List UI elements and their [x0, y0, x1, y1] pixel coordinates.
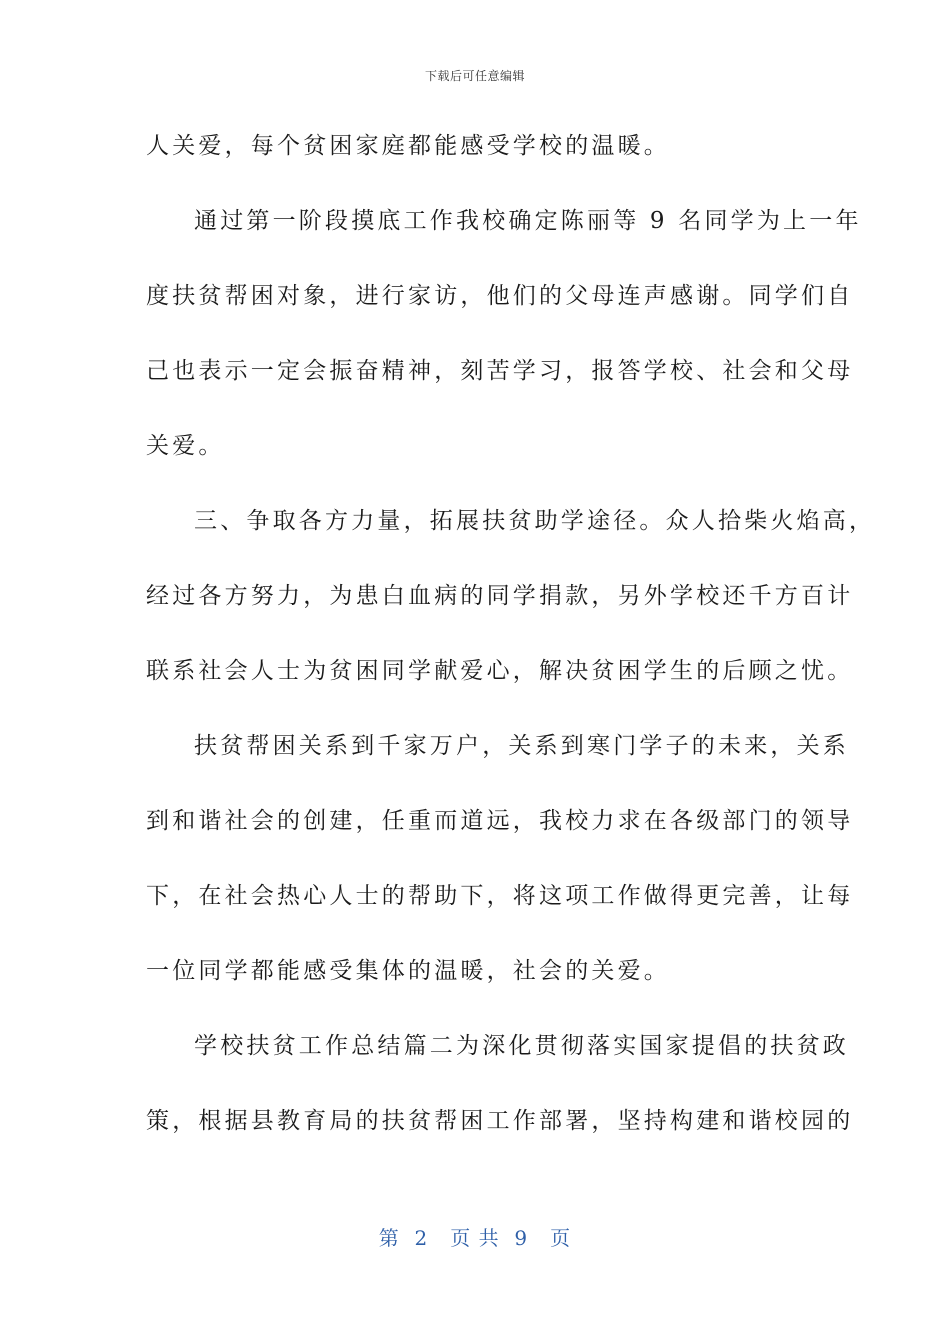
text-line: 关爱。 [146, 433, 225, 459]
text-line: 到和谐社会的创建，任重而道远，我校力求在各级部门的领导 [146, 808, 854, 834]
text-line: 学校扶贫工作总结篇二为深化贯彻落实国家提倡的扶贫政 [194, 1033, 849, 1059]
text-line: 己也表示一定会振奋精神，刻苦学习，报答学校、社会和父母 [146, 358, 854, 384]
text-line: 三、争取各方力量，拓展扶贫助学途径。众人拾柴火焰高， [194, 508, 876, 534]
text-line: 通过第一阶段摸底工作我校确定陈丽等 9 名同学为上一年 [194, 208, 862, 234]
text-line: 人关爱，每个贫困家庭都能感受学校的温暖。 [146, 133, 670, 159]
document-body [146, 121, 876, 1171]
text-line: 联系社会人士为贫困同学献爱心，解决贫困学生的后顾之忧。 [146, 658, 854, 684]
text-line: 扶贫帮困关系到千家万户，关系到寒门学子的未来，关系 [194, 733, 849, 759]
text-line: 策，根据县教育局的扶贫帮困工作部署，坚持构建和谐校园的 [146, 1108, 854, 1134]
page-number-footer: 第 2 页 共 9 页 [378, 1226, 572, 1250]
text-line: 度扶贫帮困对象，进行家访，他们的父母连声感谢。同学们自 [146, 283, 854, 309]
text-line: 一位同学都能感受集体的温暖，社会的关爱。 [146, 958, 670, 984]
text-line: 下，在社会热心人士的帮助下，将这项工作做得更完善，让每 [146, 883, 854, 909]
text-line: 经过各方努力，为患白血病的同学捐款，另外学校还千方百计 [146, 583, 854, 609]
page-header: 下载后可任意编辑 [424, 69, 525, 83]
